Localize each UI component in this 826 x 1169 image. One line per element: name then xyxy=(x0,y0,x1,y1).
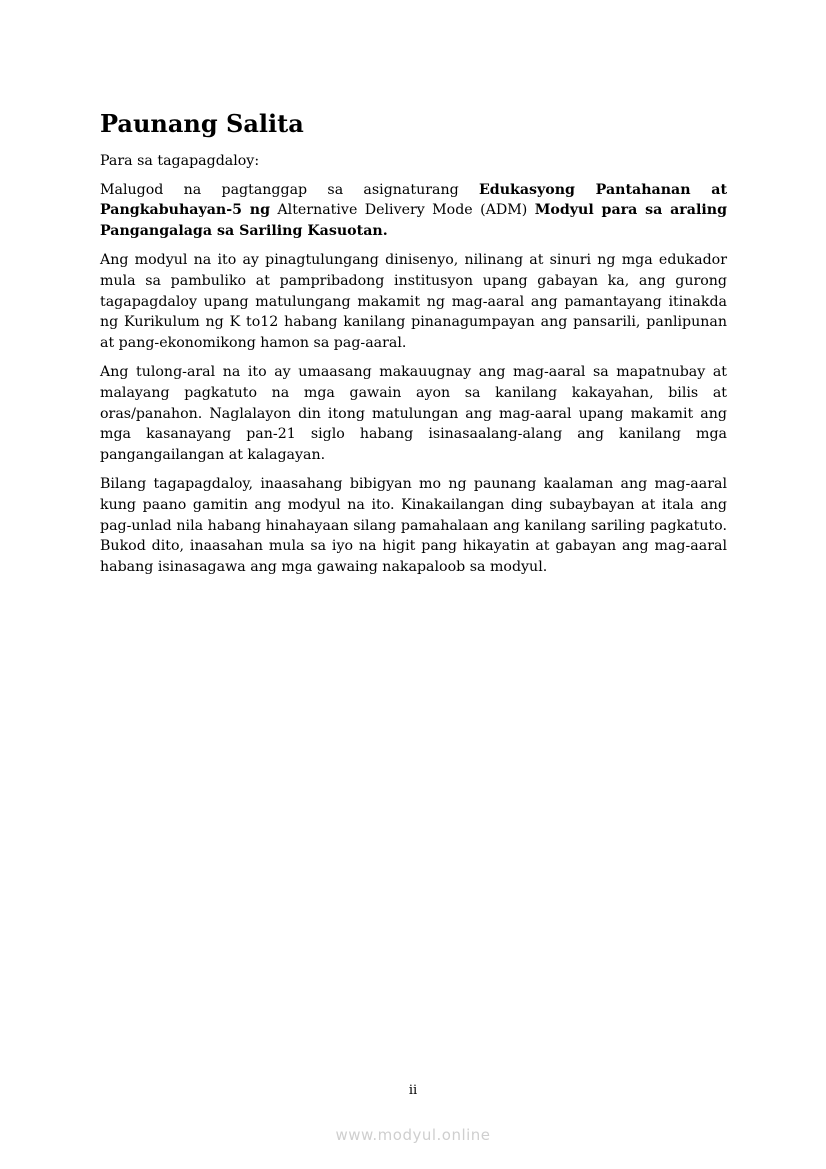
watermark-text: www.modyul.online xyxy=(335,1126,491,1144)
body-paragraph-2: Ang tulong-aral na ito ay umaasang makauugnay ang mag-aaral sa mapatnubay at malayang pagkatuto na mga gawain ayon sa kanilang kakayahan, bilis at oras/panahon. Naglalayon din itong matulungan ang mag-aaral upang makamit ang mga kasanayang pan-21 siglo habang isinasaalang-alang ang kanilang mga pangangailangan at kalagayan. xyxy=(100,364,727,463)
body-paragraph-1: Ang modyul na ito ay pinagtulungang dinisenyo, nilinang at sinuri ng mga edukador mula sa pambuliko at pampribadong institusyon upang gabayan ka, ang gurong tagapagdaloy upang matulungang makamit ng mag-aaral ang pamantayang itinakda ng Kurikulum ng K to12 habang kanilang pinanagumpayan ang pansarili, panlipunan at pang-ekonomikong hamon sa pag-aaral. xyxy=(100,252,727,351)
module-name: Modyul para sa araling Pangangalaga sa Sariling Kasuotan. xyxy=(100,202,727,239)
subject-name: Edukasyong Pantahanan at Pangkabuhayan-5 ng xyxy=(100,181,727,219)
body-content xyxy=(100,151,727,586)
intro-paragraph xyxy=(100,180,727,242)
body-paragraph-3: Bilang tagapagdaloy, inaasahang bibigyan mo ng paunang kaalaman ang mag-aaral kung paano gamitin ang modyul na ito. Kinakailangan ding subaybayan at itala ang pag-unlad nila habang hinahayaan silang pamahalaan ang kanilang sariling pagkatuto. Bukod dito, inaasahan mula sa iyo na higit pang hikayatin at gabayan ang mag-aaral habang isinasagawa ang mga gawaing nakapaloob sa modyul. xyxy=(100,476,727,575)
intro-text-2: Alternative Delivery Mode (ADM) xyxy=(270,202,535,219)
greeting-line: Para sa tagapagdaloy: xyxy=(100,153,260,169)
page-number: ii xyxy=(408,1083,418,1098)
intro-text-1: Malugod na pagtanggap sa asignaturang xyxy=(100,181,479,198)
page-title: Paunang Salita xyxy=(100,109,304,138)
